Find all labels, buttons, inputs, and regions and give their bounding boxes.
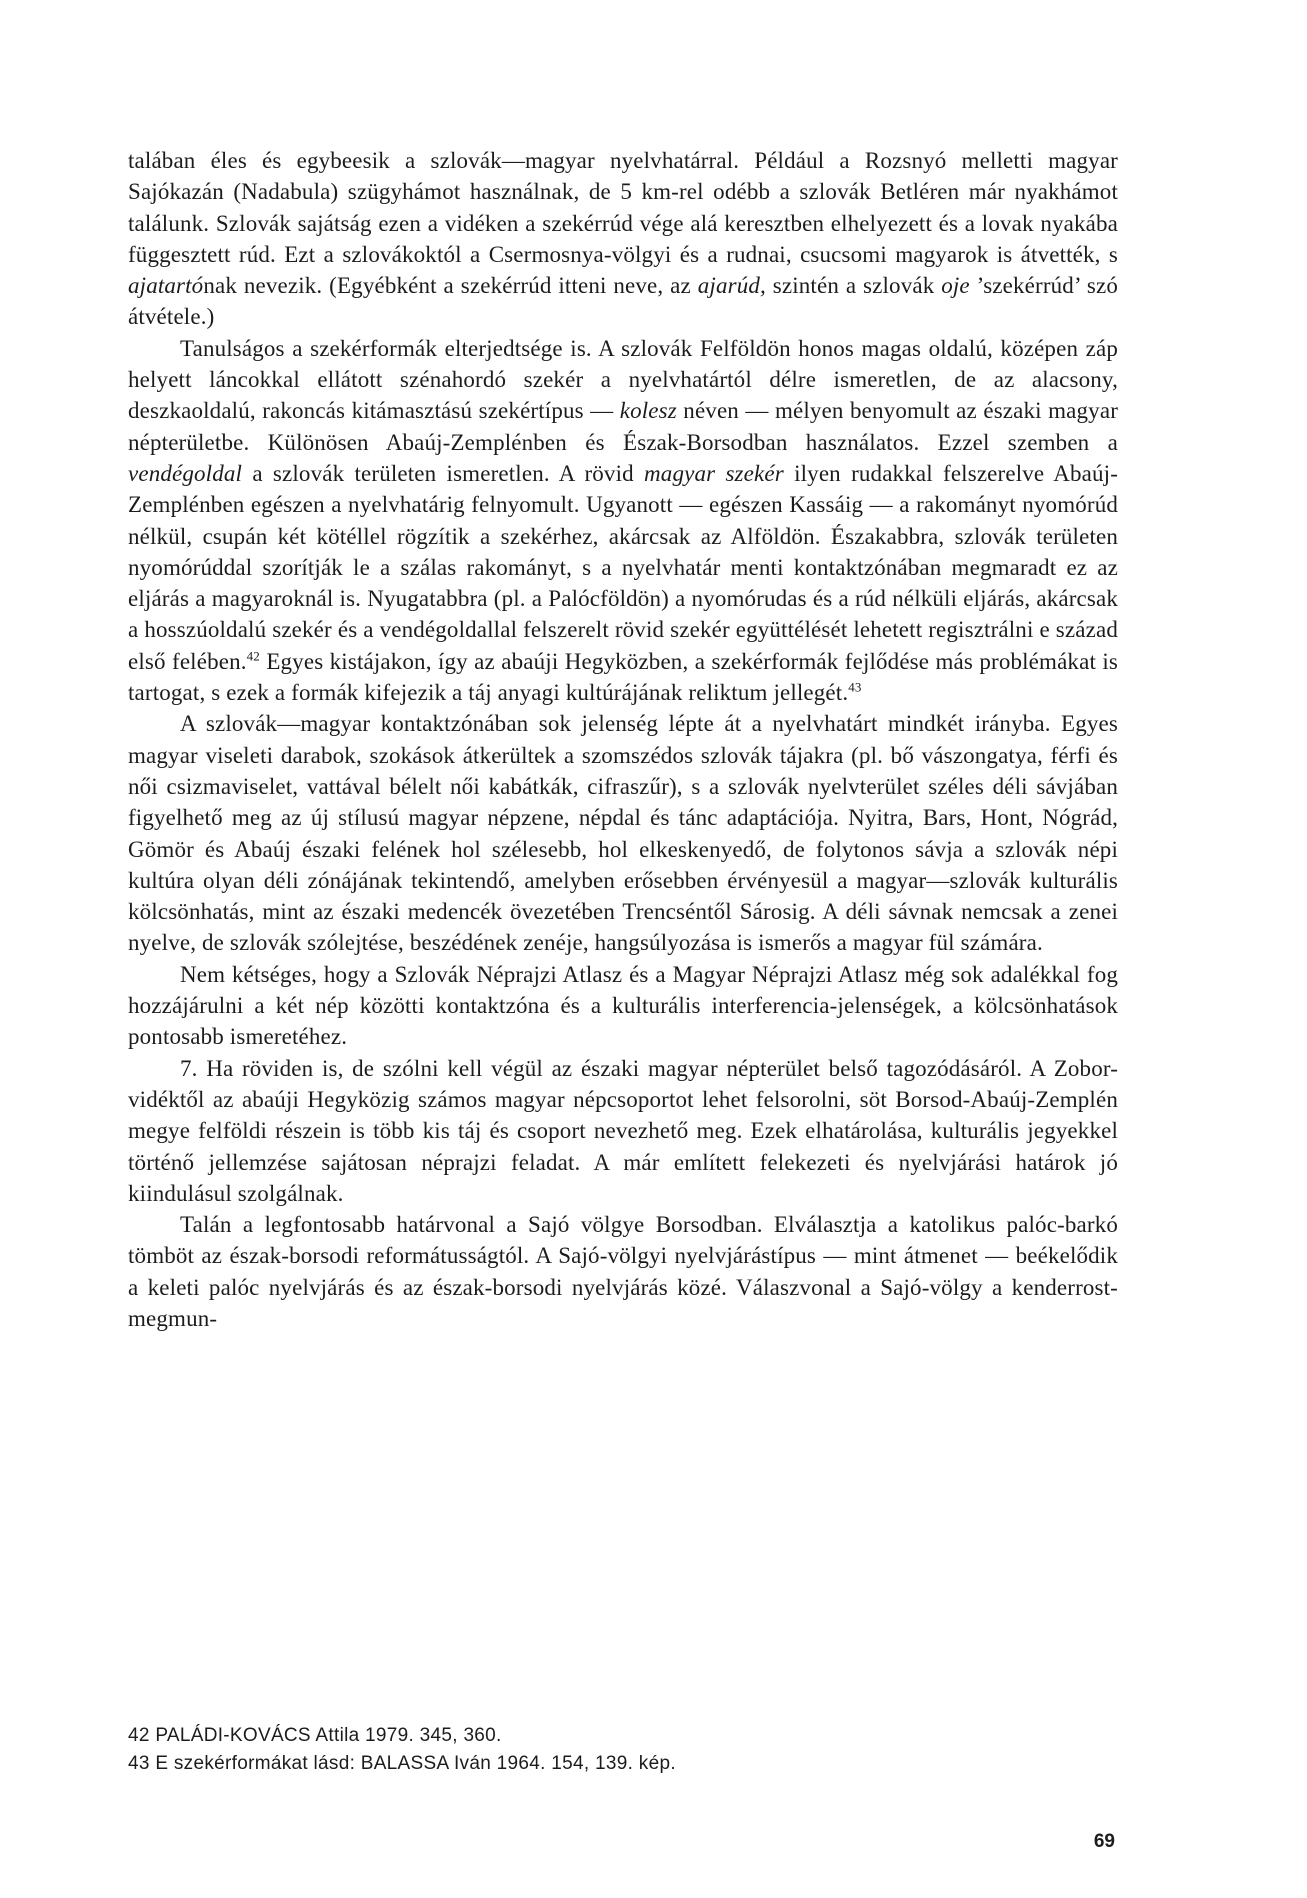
paragraph xyxy=(128,145,1118,333)
page-number: 69 xyxy=(1093,1831,1115,1852)
body-text xyxy=(128,145,1118,1334)
text-run: ’szekérrúd’ szó átvétele.) xyxy=(128,273,1119,330)
text-run: néven — mélyen benyomult az északi magyar népterületbe. Különösen Abaúj-Zemplénben és Észak-Borsodban használatos. Ezzel szemben a xyxy=(128,398,1118,455)
italic-term: oje xyxy=(941,273,970,299)
text-run: talában éles és egybeesik a szlovák—magyar nyelvhatárral. Például a Rozsnyó melletti magyar Sajókazán (Nadabula) szügyhámot használnak, de 5 km-rel odébb a szlovák Betléren már nyakhámot találunk. Szlovák sajátság ezen a vidéken a szekérrúd vége alá keresztben elhelyezett és a lovak nyakába függesztett rúd. Ezt a szlovákoktól a Csermosnya-völgyi és a rudnai, csucsomi magyarok is átvették, s xyxy=(128,148,1118,267)
text-run: ilyen rudakkal felszerelve Abaúj-Zemplénben egészen a nyelvhatárig felnyomult. Ugyanott — egészen Kassáig — a rakományt nyomórúd nélkül, csupán két kötéllel rögzítik a szekérhez, akárcsak az Alföldön. Északabbra, szlovák területen nyomórúddal szorítják le a szálas rakományt, s a nyelvhatár menti kontaktzónában megmaradt ez az eljárás a magyaroknál is. Nyugatabbra (pl. a Palócföldön) a nyomórudas és a rúd nélküli eljárás, akárcsak a hosszúoldalú szekér és a vendégoldallal felszerelt rövid szekér együttélését lehetett regisztrálni e század első felében. xyxy=(128,460,1119,674)
italic-term: magyar szekér xyxy=(644,460,784,486)
italic-term: ajatartó xyxy=(128,273,204,299)
italic-term: ajarúd, xyxy=(697,273,766,299)
paragraph: A szlovák—magyar kontaktzónában sok jelenség lépte át a nyelvhatárt mindkét irányba. Egyes magyar viseleti darabok, szokások átkerültek a szomszédos szlovák tájakra (pl. bő vászongatya, férfi és női csizmaviselet, vattával bélelt női kabátkák, cifraszűr), s a szlovák nyelvterület széles déli sávjában figyelhető meg az új stílusú magyar népzene, népdal és tánc adaptációja. Nyitra, Bars, Hont, Nógrád, Gömör és Abaúj északi felének hol szélesebb, hol elkeskenyedő, de folytonos sávja a szlovák népi kultúra olyan déli zónájának tekintendő, amelyben erősebben érvényesül a magyar—szlovák kulturális kölcsönhatás, mint az északi medencék övezetében Trencséntől Sárosig. A déli sávnak nemcsak a zenei nyelve, de szlovák szólejtése, beszédének zenéje, hangsúlyozása is ismerős a magyar fül számára. xyxy=(128,711,1118,956)
paragraph xyxy=(128,333,1118,709)
footnote-43: 43 E szekérformákat lásd: BALASSA Iván 1964. 154, 139. kép. xyxy=(128,1753,676,1774)
paragraph: Talán a legfontosabb határvonal a Sajó völgye Borsodban. Elválasztja a katolikus palóc-barkó tömböt az észak-borsodi reformátusságtól. A Sajó-völgyi nyelvjárástípus — mint átmenet — beékelődik a keleti palóc nyelvjárás és az észak-borsodi nyelvjárás közé. Válaszvonal a Sajó-völgy a kenderrost-megmun- xyxy=(128,1212,1118,1331)
paragraph: Nem kétséges, hogy a Szlovák Néprajzi Atlasz és a Magyar Néprajzi Atlasz még sok adalékkal fog hozzájárulni a két nép közötti kontaktzóna és a kulturális interferencia-jelenségek, a kölcsönhatások pontosabb ismeretéhez. xyxy=(128,961,1118,1050)
text-run: nak nevezik. (Egyébként a szekérrúd itteni neve, az xyxy=(203,273,698,299)
italic-term: vendégoldal xyxy=(128,460,243,486)
footnote-42: 42 PALÁDI-KOVÁCS Attila 1979. 345, 360. xyxy=(128,1725,502,1746)
footnote-ref: 42 xyxy=(246,648,260,664)
text-run: szintén a szlovák xyxy=(765,273,942,299)
text-run: Egyes kistájakon, így az abaúji Hegyközben, a szekérformák fejlődése más problémákat is tartogat, s ezek a formák kifejezik a táj anyagi kultúrájának reliktum jellegét. xyxy=(128,648,1118,706)
italic-term: kolesz xyxy=(619,398,677,424)
paragraph: 7. Ha röviden is, de szólni kell végül az északi magyar népterület belső tagozódásáról. A Zobor-vidéktől az abaúji Hegyközig számos magyar népcsoportot lehet felsorolni, söt Borsod-Abaúj-Zemplén megye felföldi részein is több kis táj és csoport nevezhető meg. Ezek elhatárolása, kulturális jegyekkel történő jellemzése sajátosan néprajzi feladat. A már említett felekezeti és nyelvjárási határok jó kiindulásul szolgálnak. xyxy=(128,1055,1118,1206)
footnote-ref: 43 xyxy=(848,679,862,695)
text-run: Tanulságos a szekérformák elterjedtsége is. A szlovák Felföldön honos magas oldalú, középen záp helyett láncokkal ellátott szénahordó szekér a nyelvhatártól délre ismeretlen, de az alacsony, deszkaoldalú, rakoncás kitámasztású szekértípus — xyxy=(128,335,1118,424)
footnotes xyxy=(128,1722,1118,1778)
text-run: a szlovák területen ismeretlen. A rövid xyxy=(242,460,645,486)
